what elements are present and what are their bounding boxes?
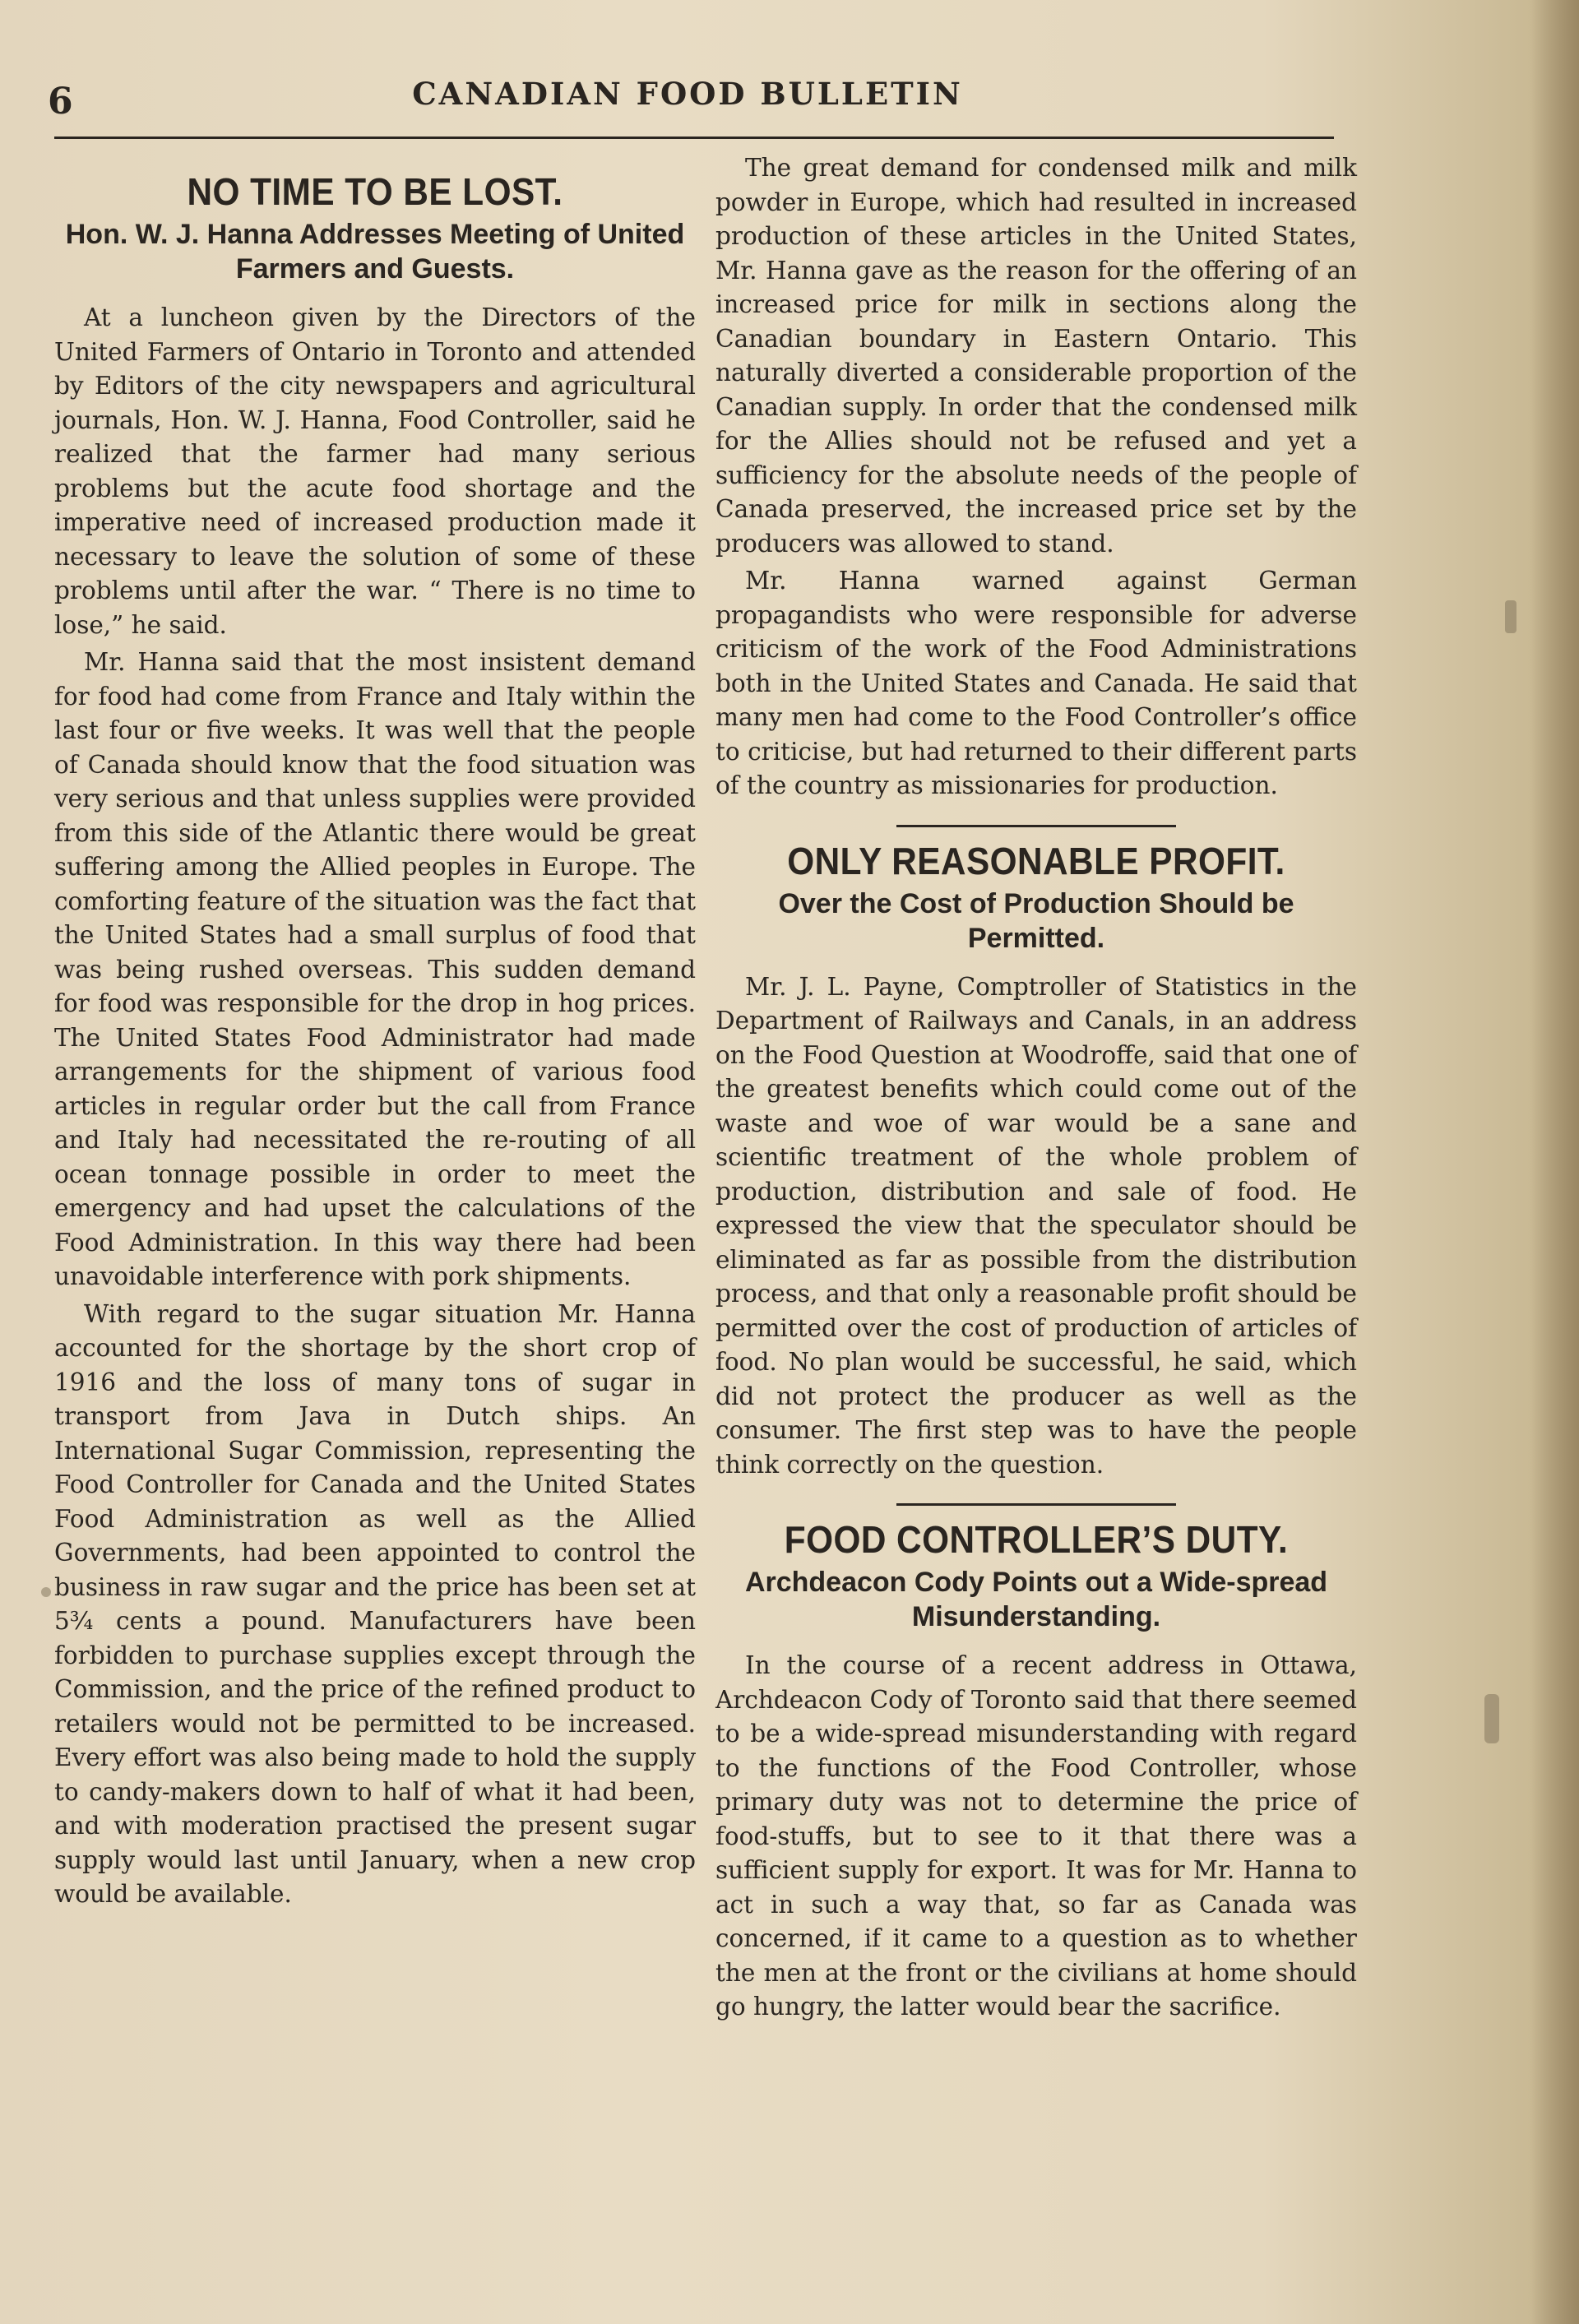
left-column [54, 151, 696, 1915]
running-head: CANADIAN FOOD BULLETIN [412, 76, 963, 112]
page-header [46, 64, 1329, 138]
header-rule [54, 137, 1334, 139]
article-paragraph: Mr. J. L. Payne, Comptroller of Statistics in the Department of Railways and Canals, in an address on the Food Question at Woodroffe, said that one of the greatest benefits which could come out of the waste and woe of war would be a sane and scientific treatment of the whole problem of production, distribution and sale of food. He expressed the view that the speculator should be eliminated as far as possible from the distribution process, and that only a reasonable profit should be permitted over the cost of production of articles of food. No plan would be successful, he said, which did not protect the producer as well as the consumer. The first step was to have the people think correctly on the question. [715, 972, 1357, 1479]
section-divider [896, 1503, 1176, 1506]
paper-speck [1484, 1694, 1499, 1743]
article-no-time [54, 169, 696, 1912]
article-subhead: Hon. W. J. Hanna Addresses Meeting of United Farmers and Guests. [65, 219, 685, 285]
article-food-controller-duty [715, 1517, 1357, 2025]
article-paragraph: With regard to the sugar situation Mr. Hanna accounted for the shortage by the short crop of 1916 and the loss of many tons of sugar in transport from Java in Dutch ships. An International Sugar Commission, representing the Food Controller for Canada and the United States Food Administration as well as the Allied Governments, had been appointed to control the business in raw sugar and the price has been set at 5¾ cents a pound. Manufacturers have been forbidden to purchase supplies except through the Commission, and the price of the refined product to retailers would not be permitted to be increased. Every effort was also being made to hold the supply to candy-makers down to half of what it had been, and with moderation practised the present sugar supply would last until January, when a new crop would be available. [54, 1299, 696, 1908]
right-column [715, 151, 1357, 2028]
article-paragraph: In the course of a recent address in Ottawa, Archdeacon Cody of Toronto said that there seemed to be a wide-spread misunderstanding with regard to the functions of the Food Controller, whose primary duty was not to determine the price of food-stuffs, but to see to it that there was a sufficient supply for export. It was for Mr. Hanna to act in such a way that, so far as Canada was concerned, if it came to a question as to whether the men at the front or the civilians at home should go hungry, the latter would bear the sacrifice. [715, 1651, 1357, 2021]
article-headline: NO TIME TO BE LOST. [187, 170, 563, 213]
paper-speck [1505, 600, 1516, 633]
article-headline: ONLY REASONABLE PROFIT. [787, 839, 1285, 882]
article-headline: FOOD CONTROLLER’S DUTY. [784, 1518, 1289, 1561]
article-subhead: Over the Cost of Production Should be Permitted. [778, 887, 1294, 954]
article-paragraph: The great demand for condensed milk and milk powder in Europe, which had resulted in increased production of these articles in the United States, Mr. Hanna gave as the reason for the offering of an increased price for milk in sections along the Canadian boundary in Eastern Ontario. This naturally diverted a considerable proportion of the Canadian supply. In order that the condensed milk for the Allies should not be refused and yet a sufficiency for the absolute needs of the people of Canada preserved, the increased price set by the producers was allowed to stand. [715, 154, 1357, 558]
paper-speck [41, 1587, 51, 1597]
article-reasonable-profit [715, 839, 1357, 1483]
article-paragraph: Mr. Hanna said that the most insistent demand for food had come from France and Italy within the last four or five weeks. It was well that the people of Canada should know that the food situation was very serious and that unless supplies were provided from this side of the Atlantic there would be great suffering among the Allied peoples in Europe. The comforting feature of the situation was the fact that the United States had a small surplus of food that was being rushed overseas. This sudden demand for food was responsible for the drop in hog prices. The United States Food Administrator had made arrangements for the shipment of various food articles in regular order but the call from France and Italy had necessitated the re-routing of all ocean tonnage possible in order to meet the emergency and had upset the calculations of the Food Administration. In this way there had been unavoidable interference with pork shipments. [54, 648, 696, 1290]
article-paragraph: Mr. Hanna warned against German propagandists who were responsible for adverse criticism of the work of the Food Administrations both in the United States and Canada. He said that many men had come to the Food Controller’s office to criticise, but had returned to their different parts of the country as missionaries for production. [715, 567, 1357, 799]
article-subhead: Archdeacon Cody Points out a Wide-spread Misunderstanding. [744, 1567, 1328, 1632]
page-edge-shadow [1530, 0, 1579, 2324]
section-divider [896, 825, 1176, 827]
article-paragraph: At a luncheon given by the Directors of the United Farmers of Ontario in Toronto and attended by Editors of the city newspapers and agricultural journals, Hon. W. J. Hanna, Food Controller, said he realized that the farmer had many serious problems but the acute food shortage and the imperative need of increased production made it necessary to leave the solution of some of these problems until after the war. “ There is no time to lose,” he said. [54, 303, 696, 639]
page-number: 6 [48, 81, 74, 123]
